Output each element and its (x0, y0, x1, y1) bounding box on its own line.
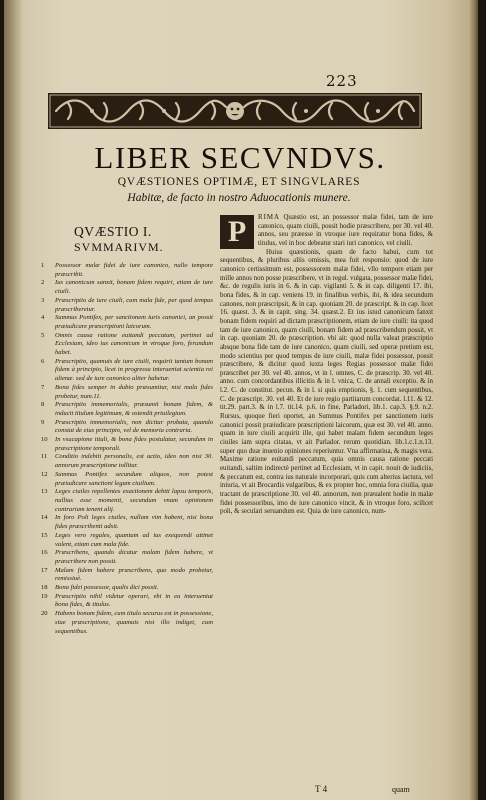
decorated-initial (220, 215, 254, 249)
page-number: 223 (326, 72, 358, 90)
summary-item (41, 436, 213, 453)
summary-item (41, 593, 213, 610)
summary-item (41, 358, 213, 384)
summary-item (41, 279, 213, 296)
summary-item-text: Summus Pontifex, per sanctionem iuris canonici, an possit præiudicare præscriptioni laicorum. (55, 314, 213, 330)
summary-item (41, 610, 213, 636)
book-title: LIBER SECVNDVS. (94, 140, 386, 175)
summary-item (41, 584, 213, 593)
summary-item (41, 297, 213, 314)
summary-item-number: 5 (41, 331, 45, 339)
summary-item-number: 16 (41, 549, 48, 557)
summary-item-text: Conditio indebiti personalis, est actio, ideo non nisi 30. annorum præscriptione tollitur. (55, 453, 213, 470)
summary-item (41, 419, 213, 436)
summary-item-text: Præscriptio immemorialis, præsumit bonam fidem, & inducit titulum legitimum, & ostendit priuilegium. (55, 401, 213, 417)
summary-item (41, 453, 213, 470)
summary-item-text: In vsucapione tituli, & bona fides postulatur, secundum in præscriptione temporali. (55, 436, 213, 452)
summary-item (41, 488, 213, 514)
summary-item-number: 2 (41, 279, 45, 287)
opening-word: RIMA (258, 214, 280, 221)
summary-item-text: In foro Poli leges ciuiles, nullam vim habent, nisi bona fides præscribenti adsit. (55, 514, 213, 531)
summary-item-number: 4 (41, 314, 45, 322)
summary-item-text: Leges ciuiles repellentes exactionem debiti lapsu temporis, nullius esse momenti, secundum vnam opinionem contrariam tenent alij. (55, 488, 213, 513)
summary-item-text: Malam fidem habere præscribens, quo modo probetur, remissiuè. (55, 566, 213, 583)
summary-item-text: Præscriptio, quamuis de iure ciuili, requirit tantum bonam fidem à principio, licet in progressu interueniat scientia rei alienæ. sed de iure canonico aliter habetur. (55, 357, 213, 383)
summary-item-number: 6 (41, 357, 45, 365)
summary-item-number: 19 (41, 592, 48, 600)
summary-item (41, 401, 213, 418)
summary-item-text: Omnis causa ratione euitandi peccatum, pertinet ad Ecclesiam, ideo ius canonicum in vtroque foro, ferundum habet. (55, 331, 213, 357)
body-paragraph-text: Quæstio est, an possessor malæ fidei, tam de iure canonico, quam ciuili, possit hodie præscribere, per 30. vel 40. annos, seu præesse in vtroque iure requiratur bona fides, & titulus, vel in hoc debeatur stari iuri canonico, vel ciuili. (258, 214, 433, 247)
summary-item (41, 384, 213, 401)
decorated-initial-letter: P (227, 215, 247, 248)
summary-item-text: Possessor malæ fidei de iure canonico, nullo tempore præscribit. (55, 262, 213, 278)
body-paragraph-text: Huius quæstionis, quam de facto habui, cum tot sequentibus, & pluribus aliis omissis, mea fuit responsio: quod de iure canonico certissimum est, possessorem malæ fidei, vllo tempore etiam per mille annos non posse præscribere, vt in regul. vulgata, possessor malæ fidei, &c. de regulis iuris in 6. & in cap. vigilanti 5. & in cap. diligenti 17. ibi, bona fides, & in cap. veniens 19. in finalibus verbis, ibi, & idea secundum canones, non præscripsit, & in cap. quoniam 20. de præscript. & in cap. licet 16. quæst. 3. & in capit. sing. 34. quæst.2. Et ius istud canonicum fanxit bonam fidem requiri ad dictam præscriptionem, etiam de iure ciuili: ita quod tam de iure canonico, quam ciuili, bonam fidem ad præscribendum possit, vt in cap. quoniam 20. de præscription. vbi ait: quod nulla valeat præscriptio absque bona fide tam de iure canonico, quam ciuili, sed operæ pretium est, modo scientius per quod tempus de iure ciuili, malæ fidei possessor, possit præscribere, & dicitur quod iuxta leges Regias possessor malæ fidei præscribet per 30. vel 40. annos, vt in l. omnes, C. de præscrip. 30. vel 40. anno. cum concordantibus illicitis & in l. vnica, C. de annali exceptio. & in l.2. C. de constitut. pecun. & in l. si quis emptionis, §. 1. cum sequentibus, C. de præscript. 30. vel 40. Et de iure regio partitarum concordat. l.11. & 12. tit.29. part.3. & in l.7. tit.14. p.6. in fine, Parladori, lib.1. cap.3. §.9. n.2. Rursus, quoque fieri oportet, an Summus Pontifex per sanctionem iuris canonici possit præiudicare præscriptioni laicorum, quæ est 30. vel 40. anno. quam in iure ciuili acquirit ille, qui habet malam fidem secundum leges ciuiles iam supra citatas, vt ait Parlador. rerum quotidian. lib.1.c.1.n.13. super quo duæ inuenio opiniones reperiuntur. Vna affirmatiua, & magis vera. Maxime ratione euitandi peccatum, quia omnis causa ratione peccati euitandi, saltim indirectè pertinet ad Ecclesiam, vt in capit. nouit de iudiciis, & peccatum est, contra ius naturale incorporari, quis cum alterius iactura, vel iniuria, vt ait Brocardis vulgaribus, & ex propter hoc, omnia fora ciuilia, quæ tractant de præscriptione 30. vel 40. annorum, non præualent hodie in malæ fidei possessoribus, imo de iure canonico vincit, & in vtroque foro, scilicet poli, & seculari seruandum est. Quia de iure canonico, num- (220, 248, 433, 516)
ornamental-headpiece (48, 93, 422, 129)
summary-item (41, 332, 213, 358)
summary-item-text: Habens bonam fidem, cum titulo securus est in possessione, siue præscriptione, quamuis nisi illo indiget, cum sequentibus. (55, 610, 213, 635)
summary-item-text: Ius canonicum sanxit, bonam fidem requiri, etiam de iure ciuili. (55, 279, 213, 296)
summary-item (41, 262, 213, 279)
summary-item-number: 13 (41, 488, 48, 496)
book-page (4, 0, 478, 800)
summary-item (41, 514, 213, 531)
summary-item-number: 1 (41, 262, 45, 269)
body-text-column (220, 214, 433, 517)
summary-item-number: 8 (41, 401, 45, 409)
question-heading: QVÆSTIO I. (74, 224, 152, 239)
summary-list (41, 262, 213, 636)
summary-item-number: 12 (41, 470, 48, 478)
summary-item-number: 9 (41, 418, 45, 426)
summary-item-number: 3 (41, 296, 45, 304)
summary-item-text: Bona fidei possessor, qualis dici possit. (55, 584, 159, 592)
summary-item-number: 10 (41, 436, 48, 444)
summary-item-number: 18 (41, 584, 48, 592)
signature-mark: T 4 (315, 784, 328, 794)
catchword: quam (392, 785, 410, 794)
summary-item-number: 7 (41, 383, 45, 391)
summary-item-number: 17 (41, 566, 48, 574)
summary-heading: SVMMARIVM. (74, 240, 164, 254)
summary-item (41, 567, 213, 584)
summary-item (41, 471, 213, 488)
subtitle-line-2: Habitæ, de facto in nostro Aduocationis munere. (127, 192, 351, 204)
summary-item-number: 11 (41, 453, 48, 461)
summary-item-number: 20 (41, 610, 48, 618)
summary-item-text: Leges vero regales, quantum ad ius exequendi attinet valent, etiam cum mala fide. (55, 531, 213, 548)
subtitle-line-1: QVÆSTIONES OPTIMÆ, ET SINGVLARES (117, 176, 361, 188)
summary-item-text: Præscriptio nihil videtur operari, vbi in ea interueniat bona fides, & titulus. (55, 592, 213, 609)
summary-item-number: 15 (41, 531, 48, 539)
summary-item-text: Præscriptio immemorialis, non dicitur probata, quando constat de eius principio, vel de memoria contraria. (55, 418, 213, 435)
summary-item-text: Præscriptio de iure ciuili, cum mala fide, per quod tempus præscriberetur. (55, 296, 213, 313)
body-paragraph (220, 249, 433, 517)
summary-item (41, 314, 213, 331)
summary-item (41, 532, 213, 549)
page-edge (468, 0, 478, 800)
summary-item-text: Præscribens, quando dicatur malam fidem habere, vt præscribere non possit. (55, 549, 213, 565)
binding-gutter (4, 0, 22, 800)
summary-item-text: Summus Pontifex secundum aliquos, non potest præiudicare sanctioni legum ciuilium. (55, 470, 213, 487)
summary-item (41, 549, 213, 566)
summary-item-text: Bona fides semper in dubio præsumitur, nisi mala fides probetur, num.11. (55, 383, 213, 400)
summary-item-number: 14 (41, 514, 48, 522)
